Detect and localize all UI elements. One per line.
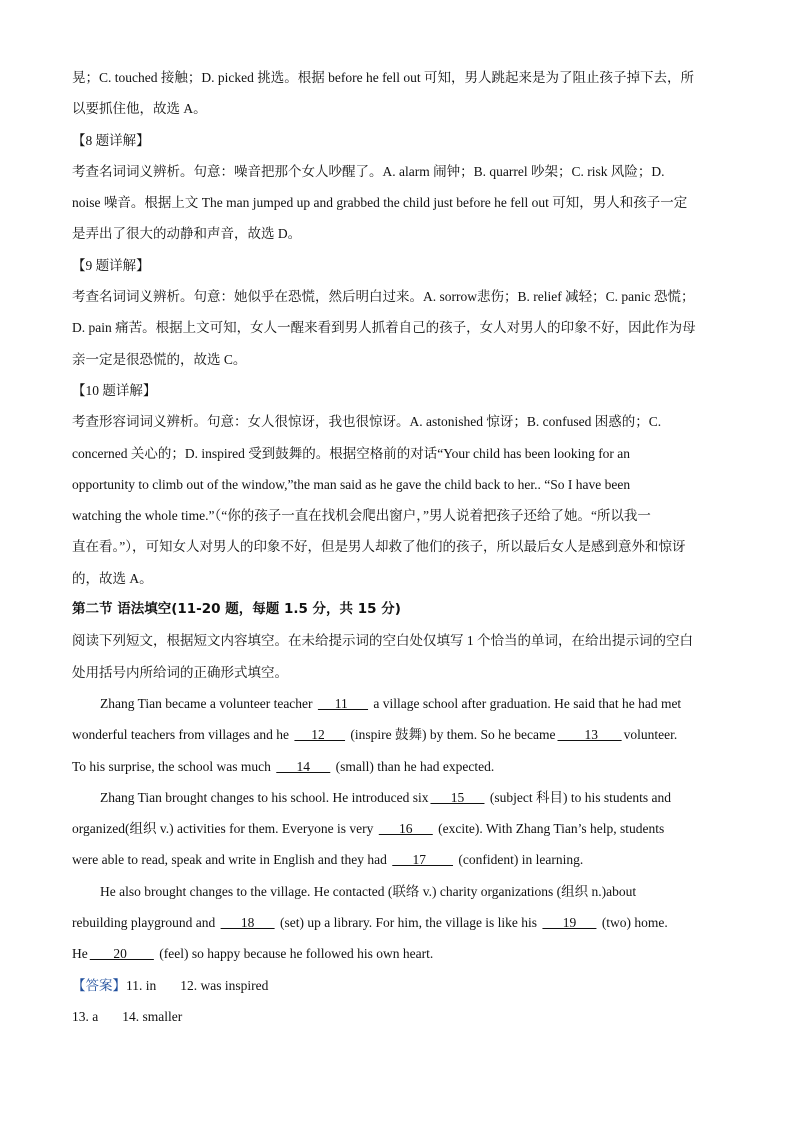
passage-line (72, 907, 722, 938)
text-line: 考查形容词词义辨析。句意：女人很惊讶，我也很惊讶。A. astonished 惊讶；B. confused 困惑的；C. (72, 414, 662, 430)
blank-13: 13 (557, 727, 622, 743)
passage-text: He (72, 946, 88, 962)
passage-text: organized(组织 v.) activities for them. Everyone is very (72, 821, 377, 837)
text-line: 直在看。”），可知女人对男人的印象不好，但是男人却救了他们的孩子，所以最后女人是感到意外和惊讶 (72, 539, 686, 555)
instruction-line: 阅读下列短文，根据短文内容填空。在未给提示词的空白处仅填写 1 个恰当的单词，在给出提示词的空白 (72, 633, 693, 649)
text-line: 考查名词词义辨析。句意：噪音把那个女人吵醒了。A. alarm 闹钟；B. quarrel 吵架；C. risk 风险；D. (72, 163, 665, 179)
passage-text: He also brought changes to the village. He contacted (联络 v.) charity organizations (组织 n.)about (100, 883, 637, 899)
passage-text: (two) home. (598, 915, 668, 931)
text-line: 晃；C. touched 接触；D. picked 挑选。根据 before he fell out 可知，男人跳起来是为了阻止孩子掉下去，所 (72, 70, 695, 85)
passage-text: (excite). With Zhang Tian’s help, students (434, 821, 665, 837)
text-line: D. pain 痛苦。根据上文可知，女人一醒来看到男人抓着自己的孩子，女人对男人的印象不好，因此作为母 (72, 320, 696, 336)
passage-line (72, 782, 722, 813)
blank-19: 19 (542, 915, 597, 931)
text-line: noise 噪音。根据上文 The man jumped up and grabbed the child just before he fell out 可知，男人和孩子一定 (72, 195, 688, 211)
passage-text: a village school after graduation. He said that he had met (370, 695, 682, 711)
text-line: 考查名词词义辨析。句意：她似乎在恐慌，然后明白过来。A. sorrow悲伤；B. relief 减轻；C. panic 恐慌； (72, 289, 695, 305)
text-line: 以要抓住他，故选 A。 (72, 101, 207, 117)
answer-14: 14. smaller (122, 1008, 183, 1024)
answer-line (72, 1001, 722, 1032)
passage-text: wonderful teachers from villages and he (72, 727, 293, 743)
blank-15: 15 (430, 789, 485, 805)
passage-text: (set) up a library. For him, the village is like his (276, 915, 541, 931)
text-line: watching the whole time.”（“你的孩子一直在找机会爬出窗户，”男人说着把孩子还给了她。“所以我一 (72, 508, 651, 524)
passage-line (72, 876, 722, 907)
passage-text: were able to read, speak and write in English and they had (72, 852, 391, 868)
answer-line (72, 970, 722, 1001)
section-title: 第二节 语法填空(11-20 题，每题 1.5 分，共 15 分) (72, 601, 401, 618)
blank-18: 18 (220, 915, 275, 931)
passage-line (72, 844, 722, 875)
text-line: concerned 关心的；D. inspired 受到鼓舞的。根据空格前的对话“Your child has been looking for an (72, 445, 631, 461)
text-line: 的，故选 A。 (72, 570, 153, 586)
passage-text: (confident) in learning. (455, 852, 584, 868)
passage-text: Zhang Tian brought changes to his school. He introduced six (100, 789, 429, 805)
passage-text: rebuilding playground and (72, 915, 219, 931)
passage-line (72, 938, 722, 969)
question-10-heading: 【10 题详解】 (72, 382, 157, 398)
text-line: opportunity to climb out of the window,”the man said as he gave the child back to her.. “So I have been (72, 476, 631, 492)
text-line: 亲一定是很恐慌的，故选 C。 (72, 351, 247, 367)
blank-12: 12 (294, 727, 346, 743)
question-9-heading: 【9 题详解】 (72, 257, 150, 273)
passage-text: To his surprise, the school was much (72, 758, 275, 774)
passage-text: (feel) so happy because he followed his own heart. (155, 946, 434, 962)
passage-line (72, 688, 722, 719)
blank-16: 16 (378, 821, 433, 837)
passage-line (72, 719, 722, 750)
passage-line (72, 751, 722, 782)
passage-line (72, 813, 722, 844)
passage-text: (small) than he had expected. (332, 758, 495, 774)
blank-20: 20 (89, 946, 154, 962)
answer-label: 【答案】 (72, 977, 126, 993)
instruction-line: 处用括号内所给词的正确形式填空。 (72, 664, 288, 680)
answer-11: 11. in (126, 977, 157, 993)
blank-11: 11 (317, 695, 369, 711)
answer-12: 12. was inspired (180, 977, 269, 993)
blank-17: 17 (392, 852, 454, 868)
text-line: 是弄出了很大的动静和声音，故选 D。 (72, 226, 302, 242)
blank-14: 14 (276, 758, 331, 774)
passage-text: volunteer. (623, 727, 678, 743)
passage-text: (inspire 鼓舞) by them. So he became (347, 727, 556, 743)
question-8-heading: 【8 题详解】 (72, 132, 150, 148)
document-page (72, 62, 722, 1032)
passage-text: (subject 科目) to his students and (486, 789, 671, 805)
passage-text: Zhang Tian became a volunteer teacher (100, 695, 316, 711)
answer-13: 13. a (72, 1008, 99, 1024)
